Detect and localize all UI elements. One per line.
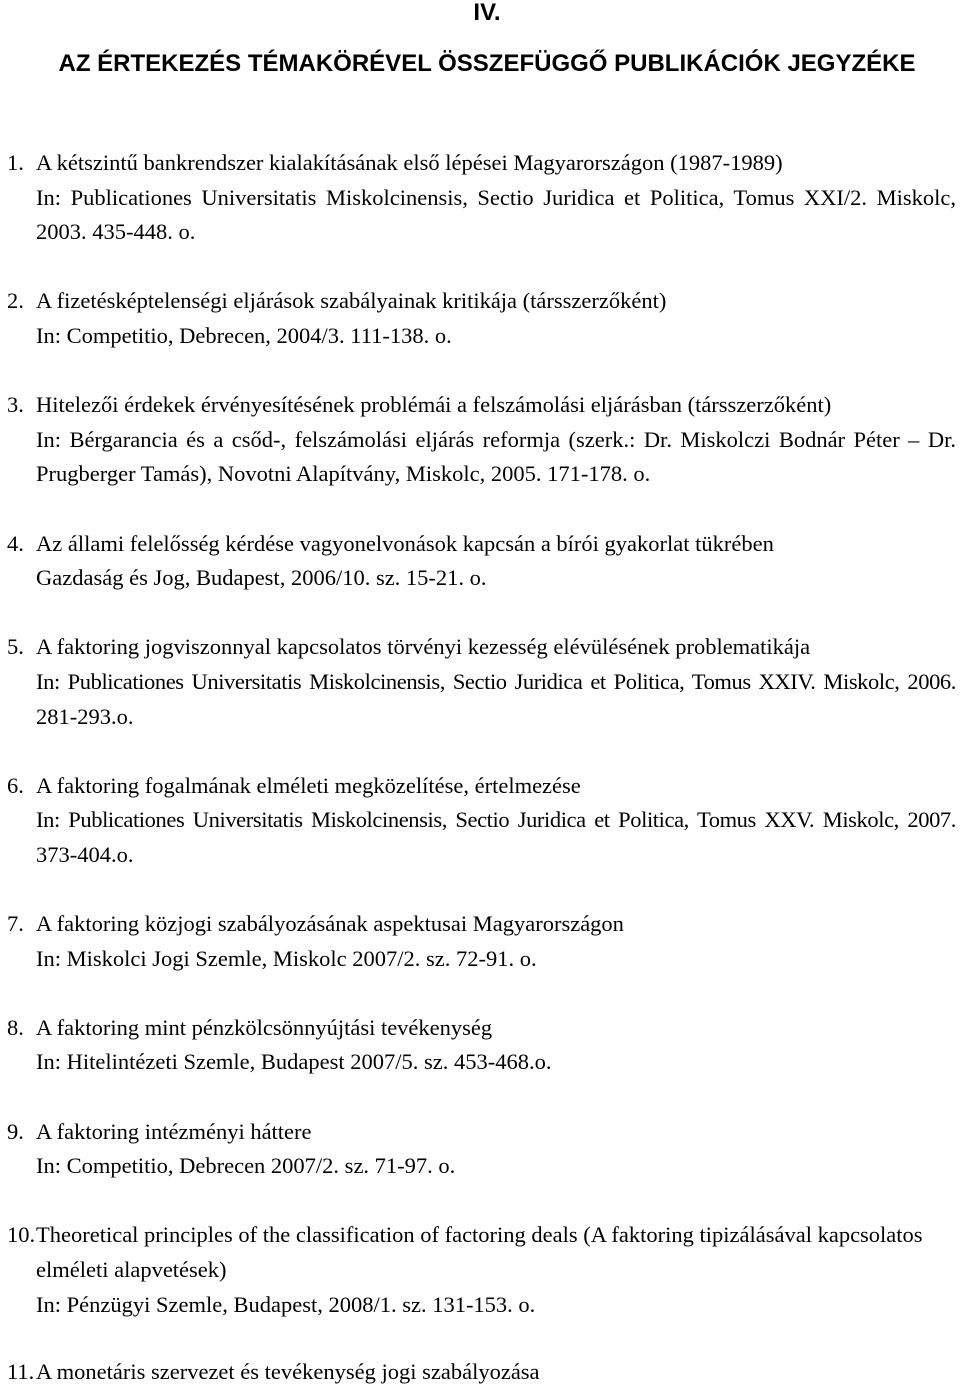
publication-item <box>0 630 960 734</box>
publication-source: 281-293.o. <box>36 703 134 729</box>
publication-text <box>36 284 956 353</box>
section-number: IV. <box>473 0 501 26</box>
publication-item <box>0 1218 960 1322</box>
publication-source: 373-404.o. <box>36 841 134 867</box>
publication-title: A faktoring intézményi háttere <box>36 1118 312 1144</box>
publication-item <box>0 146 960 250</box>
publication-title: Theoretical principles of the classification of factoring deals (A faktoring tipizálásával kapcsolatos <box>36 1222 923 1248</box>
page-title: AZ ÉRTEKEZÉS TÉMAKÖRÉVEL ÖSSZEFÜGGŐ PUBLIKÁCIÓK JEGYZÉKE <box>58 50 916 77</box>
publication-text <box>36 769 956 873</box>
publication-title: A monetáris szervezet és tevékenység jogi szabályozása <box>36 1358 540 1384</box>
publication-title: A kétszintű bankrendszer kialakításának első lépései Magyarországon (1987-1989) <box>36 150 783 175</box>
publication-source: In: Pénzügyi Szemle, Budapest, 2008/1. sz. 131-153. o. <box>36 1291 536 1317</box>
publication-source: Gazdaság és Jog, Budapest, 2006/10. sz. 15-21. o. <box>36 565 487 591</box>
publication-source: In: Competitio, Debrecen 2007/2. sz. 71-97. o. <box>36 1153 456 1179</box>
publication-number: 1. <box>7 150 24 175</box>
publication-number: 9. <box>7 1118 24 1144</box>
publication-text <box>36 527 956 596</box>
publication-text <box>36 388 956 492</box>
publication-title: A faktoring közjogi szabályozásának aspektusai Magyarországon <box>36 911 624 937</box>
publication-number: 10. <box>7 1222 36 1248</box>
publication-title: Hitelezői érdekek érvényesítésének problémái a felszámolási eljárásban (társszerzőként) <box>36 392 832 418</box>
publication-item <box>0 284 960 353</box>
publication-source: Prugberger Tamás), Novotni Alapítvány, Miskolc, 2005. 171-178. o. <box>36 461 651 487</box>
publication-text <box>36 1011 956 1080</box>
publication-number: 11. <box>7 1358 35 1384</box>
publication-number: 7. <box>7 911 24 937</box>
publication-list <box>0 146 960 1386</box>
publication-text <box>36 146 956 250</box>
publication-number: 4. <box>7 530 24 556</box>
publication-number: 3. <box>7 392 24 418</box>
publication-source: In: Miskolci Jogi Szemle, Miskolc 2007/2. sz. 72-91. o. <box>36 945 537 971</box>
publication-text <box>36 630 956 734</box>
publication-item <box>0 1011 960 1080</box>
publication-source: In: Bérgarancia és a csőd-, felszámolási eljárás reformja (szerk.: Dr. Miskolczi Bodnár Péter – Dr. <box>36 426 956 452</box>
publication-number: 2. <box>7 288 24 314</box>
publication-title: A faktoring jogviszonnyal kapcsolatos törvényi kezesség elévülésének problematikája <box>36 634 811 660</box>
publication-title: A faktoring mint pénzkölcsönnyújtási tevékenység <box>36 1014 493 1040</box>
publication-item <box>0 527 960 596</box>
publication-number: 8. <box>7 1014 24 1040</box>
publication-title: elméleti alapvetések) <box>36 1257 227 1282</box>
publication-text <box>36 907 956 976</box>
publication-number: 5. <box>7 634 24 660</box>
publication-item <box>0 769 960 873</box>
publication-number: 6. <box>7 772 24 798</box>
publication-text <box>36 1357 956 1386</box>
publication-source: In: Publicationes Universitatis Miskolcinensis, Sectio Juridica et Politica, Tomus XXI/2. Miskolc, <box>36 184 956 210</box>
publication-source: 2003. 435-448. o. <box>36 219 196 245</box>
publication-title: A faktoring fogalmának elméleti megközelítése, értelmezése <box>36 772 581 798</box>
publication-title: A fizetésképtelenségi eljárások szabályainak kritikája (társszerzőként) <box>36 288 667 314</box>
publication-text <box>36 1115 956 1184</box>
publication-title: Az állami felelősség kérdése vagyonelvonások kapcsán a bírói gyakorlat tükrében <box>36 530 774 556</box>
publication-item <box>0 1115 960 1184</box>
publication-item <box>0 1357 960 1386</box>
publication-item <box>0 388 960 492</box>
publication-source: In: Hitelintézeti Szemle, Budapest 2007/5. sz. 453-468.o. <box>36 1049 552 1075</box>
publication-text <box>36 1218 956 1322</box>
publication-source: In: Publicationes Universitatis Miskolcinensis, Sectio Juridica et Politica, Tomus XXIV. Miskolc, 2006. <box>36 668 956 694</box>
publication-item <box>0 907 960 976</box>
publication-source: In: Publicationes Universitatis Miskolcinensis, Sectio Juridica et Politica, Tomus XXV. Miskolc, 2007. <box>36 807 956 833</box>
publication-source: In: Competitio, Debrecen, 2004/3. 111-138. o. <box>36 322 452 348</box>
